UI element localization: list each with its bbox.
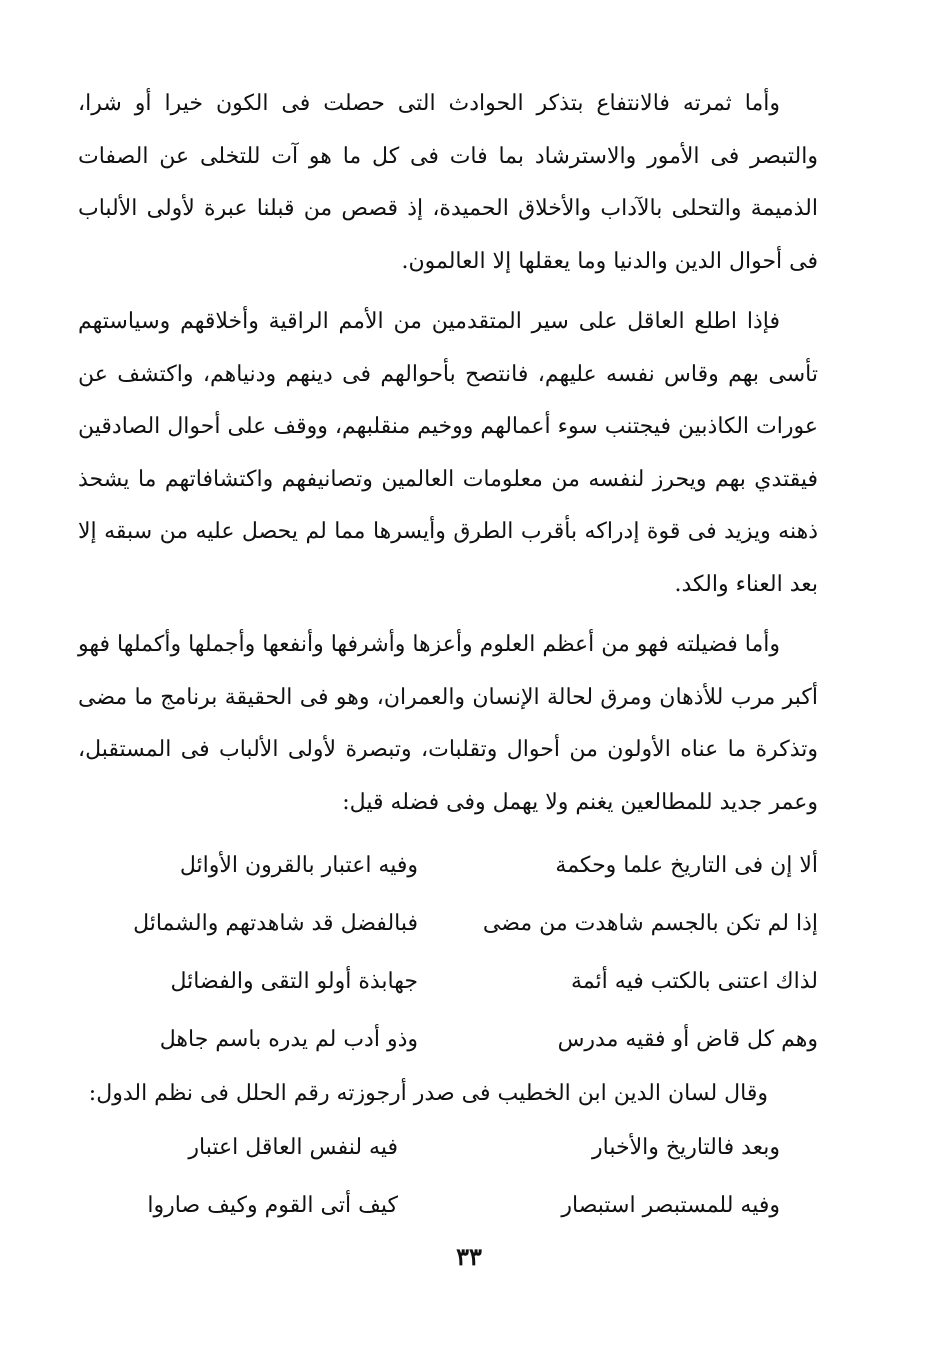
paragraph-wise-reader: فإذا اطلع العاقل على سير المتقدمين من الأمم الراقية وأخلاقهم وسياستهم تأسى بهم وقاس نفسه عليهم، فانتصح بأحوالهم فى دينهم ودنياهم، واكتشف عن عورات الكاذبين فيجتنب سوء أعمالهم ووخيم منقلبهم، ووقف على أحوال الصادقين فيقتدي بهم ويحرز لنفسه من معلومات العالمين وتصانيفهم واكتشافاتهم ما يشحذ ذهنه ويزيد فى قوة إدراكه بأقرب الطرق وأيسرها مما لم يحصل عليه من سبقه إلا بعد العناء والكد. (78, 309, 818, 597)
verse-first-hemistich: إذا لم تكن بالجسم شاهدت من مضى (482, 911, 818, 936)
verse-line (78, 953, 818, 1011)
poem-introduction: وقال لسان الدين ابن الخطيب فى صدر أرجوزته رقم الحلل فى نظم الدول: (88, 1081, 768, 1106)
paragraph-virtue-of-history: وأما فضيلته فهو من أعظم العلوم وأعزها وأشرفها وأنفعها وأجملها وأكملها فهو أكبر مرب للأذهان ومرق لحالة الإنسان والعمران، وهو فى الحقيقة برنامج ما مضى وتذكرة ما عناه الأولون من أحوال وتقلبات، وتبصرة لأولى الألباب فى المستقبل، وعمر جديد للمطالعين يغنم ولا يهمل وفى فضله قيل: (78, 632, 818, 815)
poem-verses (78, 837, 818, 1069)
verse-second-hemistich: كيف أتى القوم وكيف صاروا (147, 1193, 398, 1218)
verse-second-hemistich: وذو أدب لم يدره باسم جاهل (159, 1027, 418, 1052)
verse-line (78, 895, 818, 953)
verse-line (78, 1119, 818, 1177)
page-body (78, 78, 818, 1235)
urjuza-verses (78, 1119, 818, 1235)
verse-second-hemistich: فيه لنفس العاقل اعتبار (188, 1135, 398, 1160)
verse-first-hemistich: لذاك اعتنى بالكتب فيه أئمة (571, 969, 818, 994)
verse-line (78, 1011, 818, 1069)
verse-first-hemistich: وفيه للمستبصر استبصار (561, 1193, 780, 1218)
paragraph-fruit-of-history: وأما ثمرته فالانتفاع بتذكر الحوادث التى حصلت فى الكون خيرا أو شرا، والتبصر فى الأمور والاسترشاد بما فات فى كل ما هو آت للتخلى عن الصفات الذميمة والتحلى بالآداب والأخلاق الحميدة، إذ قصص من قبلنا عبرة لأولى الألباب فى أحوال الدين والدنيا وما يعقلها إلا العالمون. (78, 91, 818, 274)
verse-second-hemistich: فبالفضل قد شاهدتهم والشمائل (133, 911, 418, 936)
verse-first-hemistich: وبعد فالتاريخ والأخبار (592, 1135, 780, 1160)
verse-second-hemistich: وفيه اعتبار بالقرون الأوائل (179, 853, 418, 878)
verse-first-hemistich: ألا إن فى التاريخ علما وحكمة (555, 853, 818, 878)
verse-second-hemistich: جهابذة أولو التقى والفضائل (170, 969, 418, 994)
verse-line (78, 1177, 818, 1235)
verse-line (78, 837, 818, 895)
verse-first-hemistich: وهم كل قاض أو فقيه مدرس (557, 1027, 818, 1052)
page-number: ٣٣ (456, 1242, 482, 1271)
